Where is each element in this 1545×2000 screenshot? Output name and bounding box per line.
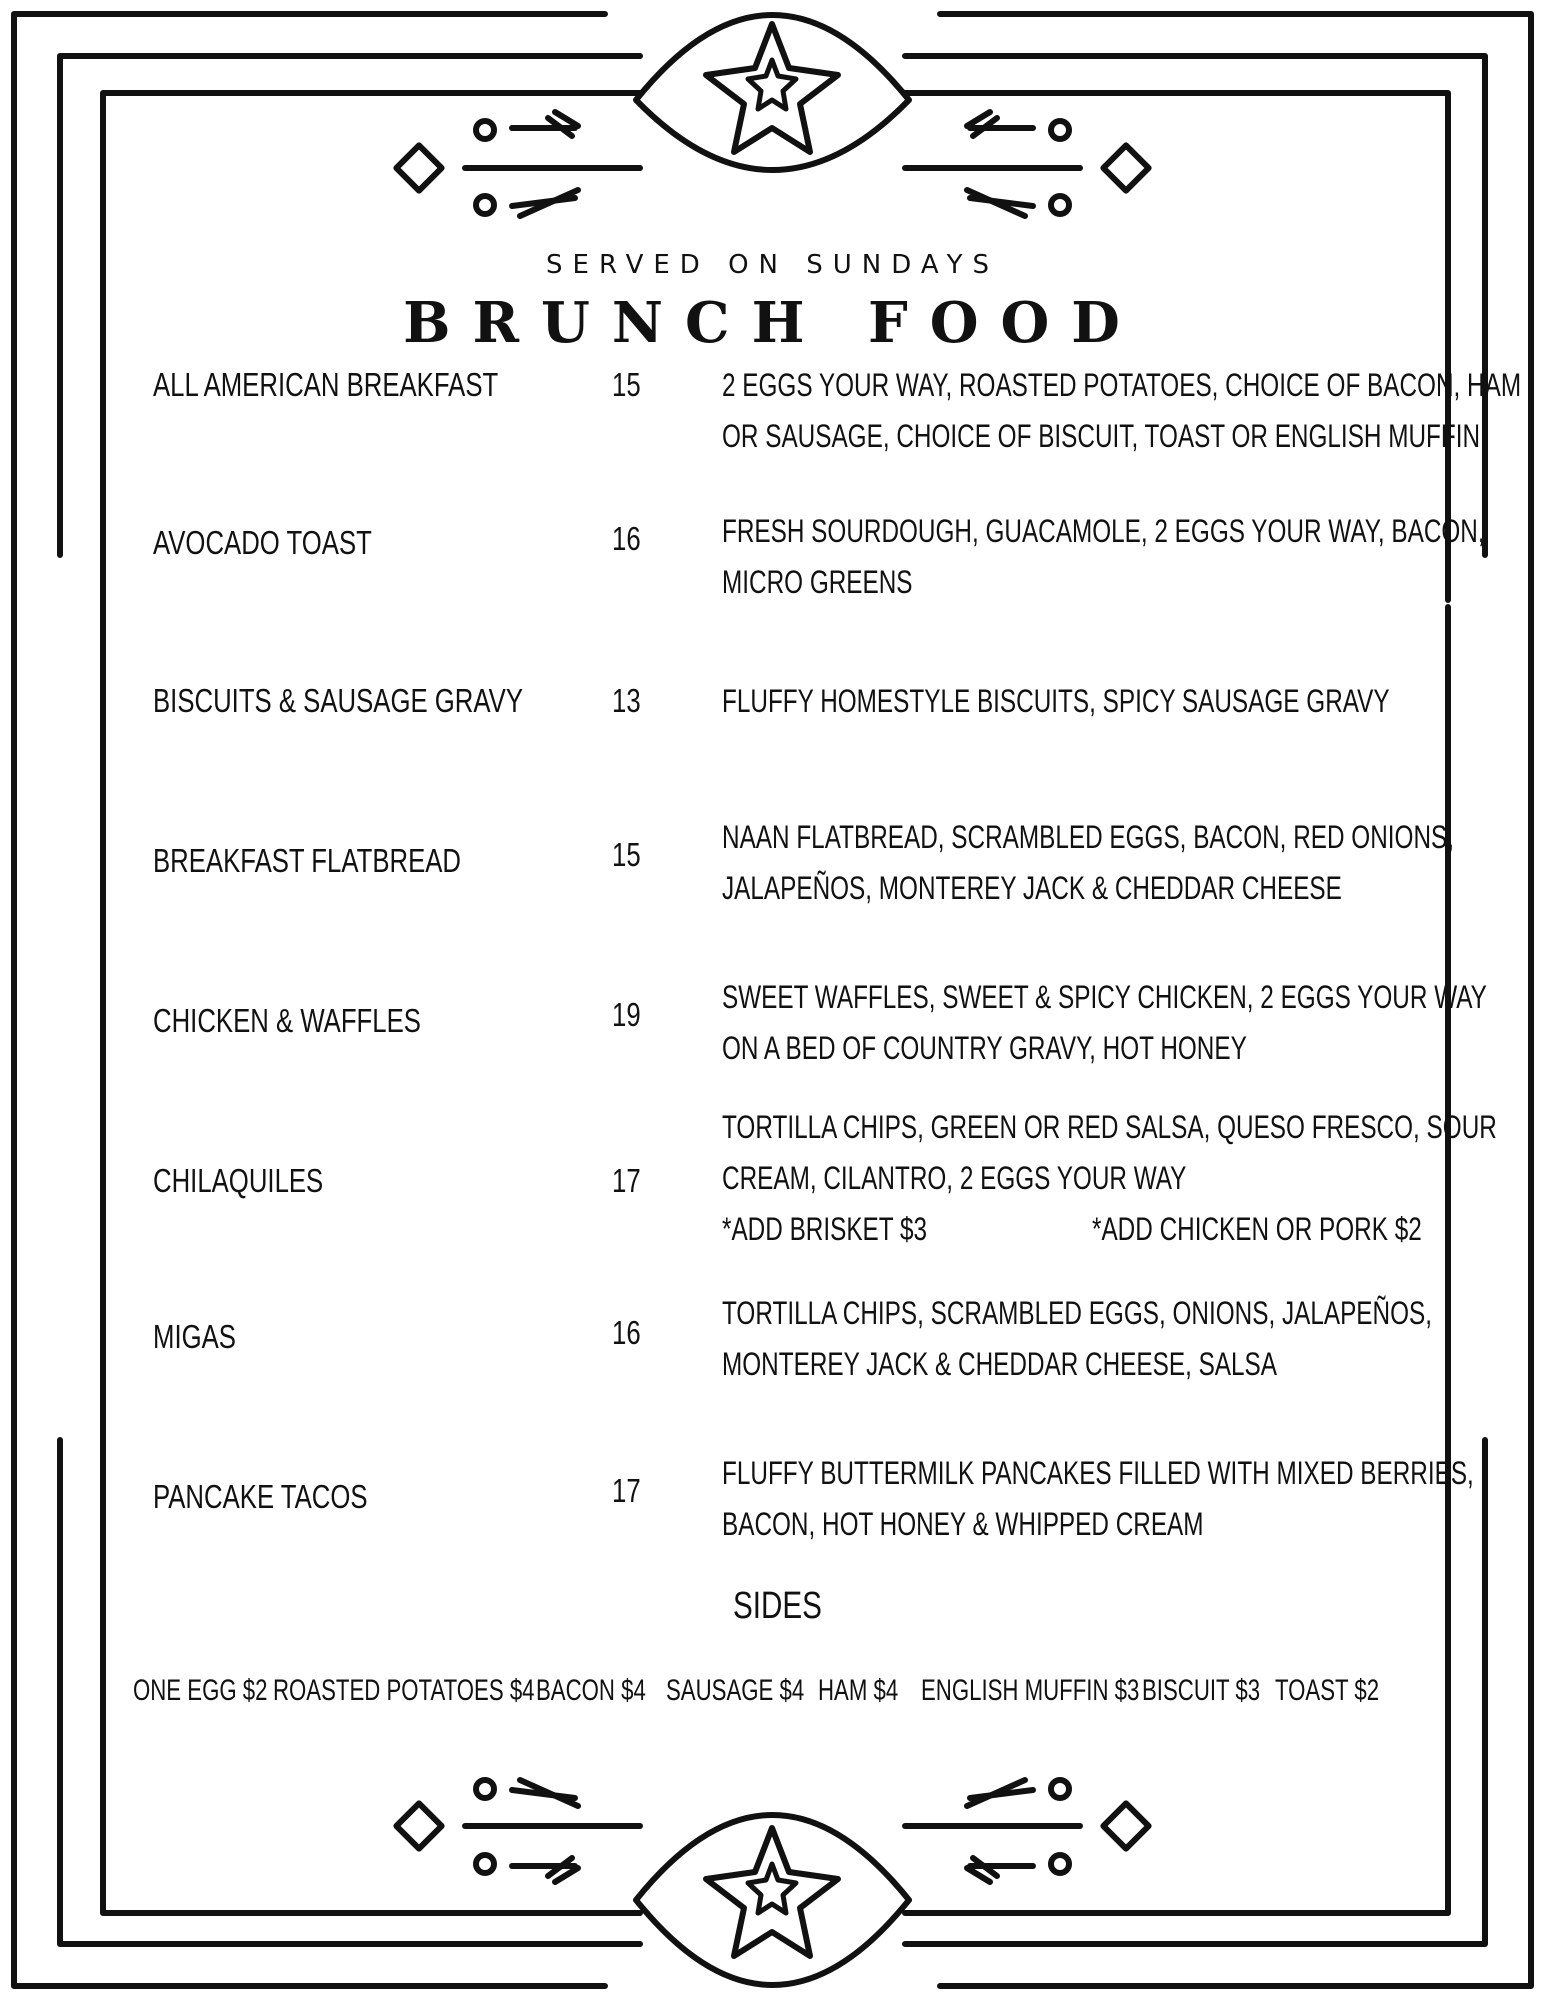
item-description-line: FLUFFY HOMESTYLE BISCUITS, SPICY SAUSAGE GRAVY — [722, 683, 1390, 719]
item-price: 17 — [612, 1472, 641, 1509]
side-item: ENGLISH MUFFIN $3 — [921, 1674, 1140, 1707]
item-price: 15 — [612, 366, 641, 403]
item-name: PANCAKE TACOS — [153, 1478, 368, 1515]
item-addon: *ADD CHICKEN OR PORK $2 — [1092, 1211, 1422, 1247]
item-description-line: FRESH SOURDOUGH, GUACAMOLE, 2 EGGS YOUR WAY, BACON, — [722, 513, 1485, 549]
menu-title: BRUNCH FOOD — [403, 290, 1142, 356]
item-description-line: MICRO GREENS — [722, 564, 913, 600]
item-addon: *ADD BRISKET $3 — [722, 1211, 927, 1247]
item-description-line: ON A BED OF COUNTRY GRAVY, HOT HONEY — [722, 1030, 1247, 1066]
side-item: ONE EGG $2 — [133, 1674, 268, 1707]
item-name: CHILAQUILES — [153, 1162, 324, 1199]
side-item: ROASTED POTATOES $4 — [273, 1674, 535, 1707]
item-description-line: OR SAUSAGE, CHOICE OF BISCUIT, TOAST OR ENGLISH MUFFIN — [722, 418, 1481, 454]
item-name: BREAKFAST FLATBREAD — [153, 842, 462, 879]
item-price: 16 — [612, 1314, 641, 1351]
item-description-line: TORTILLA CHIPS, SCRAMBLED EGGS, ONIONS, JALAPEÑOS, — [722, 1295, 1432, 1331]
side-item: BISCUIT $3 — [1142, 1674, 1261, 1707]
item-description-line: MONTEREY JACK & CHEDDAR CHEESE, SALSA — [722, 1346, 1277, 1382]
item-description-line: SWEET WAFFLES, SWEET & SPICY CHICKEN, 2 EGGS YOUR WAY — [722, 979, 1487, 1015]
menu-subtitle: SERVED ON SUNDAYS — [546, 250, 999, 280]
item-name: CHICKEN & WAFFLES — [153, 1002, 421, 1039]
item-name: MIGAS — [153, 1318, 236, 1355]
side-item: BACON $4 — [536, 1674, 646, 1707]
item-price: 19 — [612, 996, 641, 1033]
side-item: TOAST $2 — [1275, 1674, 1380, 1707]
item-name: BISCUITS & SAUSAGE GRAVY — [153, 682, 523, 719]
side-item: HAM $4 — [818, 1674, 899, 1707]
sides-heading-text: SIDES — [733, 1585, 822, 1627]
item-price: 13 — [612, 682, 641, 719]
item-price: 16 — [612, 520, 641, 557]
side-item: SAUSAGE $4 — [666, 1674, 805, 1707]
item-name: AVOCADO TOAST — [153, 524, 372, 561]
item-description-line: CREAM, CILANTRO, 2 EGGS YOUR WAY — [722, 1160, 1187, 1196]
item-price: 15 — [612, 836, 641, 873]
sides-heading — [733, 1585, 847, 1628]
item-description-line: NAAN FLATBREAD, SCRAMBLED EGGS, BACON, RED ONIONS, — [722, 819, 1454, 855]
item-name: ALL AMERICAN BREAKFAST — [153, 366, 499, 403]
item-description-line: TORTILLA CHIPS, GREEN OR RED SALSA, QUESO FRESCO, SOUR — [722, 1109, 1497, 1145]
item-description-line: JALAPEÑOS, MONTEREY JACK & CHEDDAR CHEESE — [722, 870, 1342, 906]
item-price: 17 — [612, 1162, 641, 1199]
item-description-line: BACON, HOT HONEY & WHIPPED CREAM — [722, 1506, 1204, 1542]
item-description-line: FLUFFY BUTTERMILK PANCAKES FILLED WITH MIXED BERRIES, — [722, 1455, 1474, 1491]
item-description-line: 2 EGGS YOUR WAY, ROASTED POTATOES, CHOICE OF BACON, HAM — [722, 367, 1522, 403]
